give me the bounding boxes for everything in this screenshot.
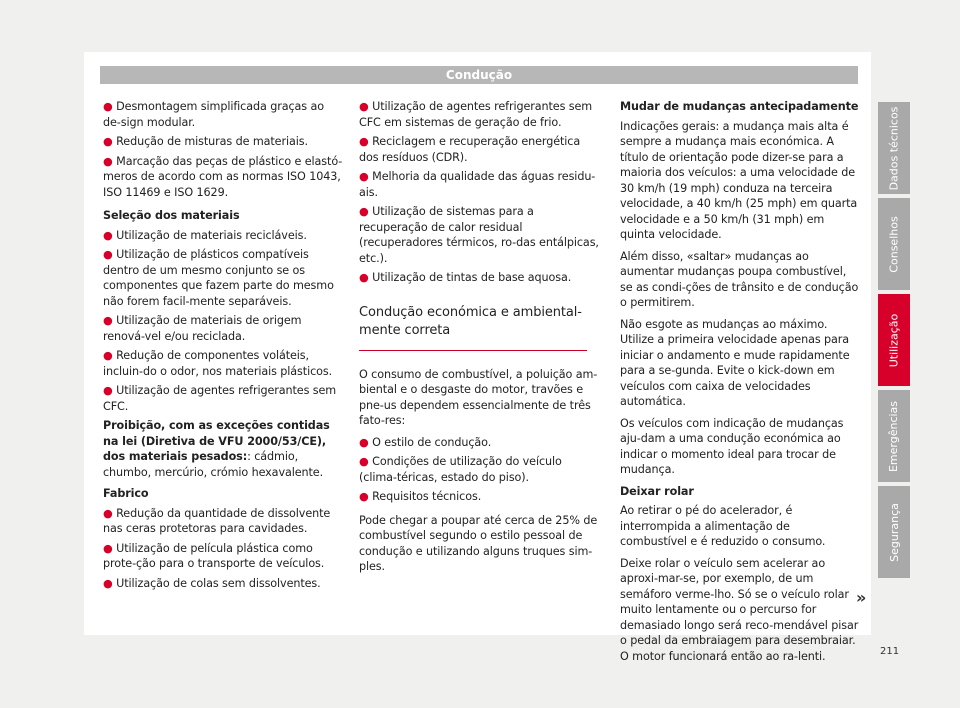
list-item: ● Utilização de materiais de origem renová-vel e/ou reciclada. <box>103 314 302 343</box>
list-item: ● Utilização de plásticos compatíveis dentro de um mesmo conjunto se os componentes que fazem parte do mesmo não forem facil-mente separáveis. <box>103 248 334 308</box>
bullet-icon: ● <box>359 170 369 183</box>
column-1 <box>103 99 343 595</box>
chapter-header: Condução <box>100 66 858 84</box>
bullet-icon: ● <box>359 490 369 503</box>
bullet-icon: ● <box>359 435 369 449</box>
list-item: ● Utilização de colas sem dissolventes. <box>103 576 321 590</box>
bullet-icon: ● <box>103 384 113 397</box>
column-3 <box>620 99 860 670</box>
subheading-deixar: Deixar rolar <box>620 484 694 498</box>
column-2 <box>359 99 599 581</box>
bullet-icon: ● <box>359 271 369 284</box>
bullet-icon: ● <box>359 100 369 113</box>
section-title: Condução económica e ambiental-mente correta <box>359 304 587 351</box>
subheading-fabrico: Fabrico <box>103 487 149 500</box>
bullet-icon: ● <box>359 455 369 468</box>
bullet-icon: ● <box>359 205 369 218</box>
list-item: ● Utilização de tintas de base aquosa. <box>359 271 572 284</box>
bullet-icon: ● <box>103 314 113 327</box>
bullet-icon: ● <box>103 248 113 261</box>
savings-paragraph: Pode chegar a poupar até cerca de 25% de combustível segundo o estilo pessoal de condução e utilizando alguns truques sim-ples. <box>359 513 598 573</box>
bullet-icon: ● <box>103 349 113 362</box>
list-item: ● Marcação das peças de plástico e elastó-meros de acordo com as normas ISO 1043, ISO 11469 e ISO 1629. <box>103 154 343 199</box>
bullet-icon: ● <box>103 135 113 148</box>
list-item: ● Redução de misturas de materiais. <box>103 135 308 148</box>
list-item: ● Redução da quantidade de dissolvente nas ceras protetoras para cavidades. <box>103 506 331 535</box>
bullet-icon: ● <box>103 576 113 590</box>
paragraph: Além disso, «saltar» mudanças ao aumentar mudanças poupa combustível, se as condi-ções de trânsito e de condução o permitirem. <box>620 249 859 309</box>
bullet-icon: ● <box>103 100 113 113</box>
subheading-selecao: Seleção dos materiais <box>103 209 240 222</box>
list-item: ● O estilo de condução. <box>359 435 492 449</box>
bullet-icon: ● <box>359 135 369 148</box>
list-item: ● Utilização de sistemas para a recuperação de calor residual (recuperadores térmicos, ro-das entálpicas, etc.). <box>359 205 599 265</box>
list-item: ● Condições de utilização do veículo (clima-téricas, estado do piso). <box>359 455 562 484</box>
tab-dados-tecnicos[interactable]: Dados técnicos <box>878 102 910 194</box>
paragraph: Indicações gerais: a mudança mais alta é sempre a mudança mais económica. A título de orientação pode dizer-se para a maioria dos veículos: a uma velocidade de 30 km/h (19 mph) conduza na terceira velocidade, a 40 km/h (25 mph) em quarta velocidade e a 50 km/h (31 mph) em quinta velocidade. <box>620 119 858 241</box>
list-item: ● Reciclagem e recuperação energética dos resíduos (CDR). <box>359 135 581 164</box>
list-item: ● Utilização de agentes refrigerantes sem CFC. <box>103 384 337 413</box>
page-number: 211 <box>880 646 900 657</box>
paragraph: Não esgote as mudanças ao máximo. Utilize a primeira velocidade apenas para iniciar o andamento e mude rapidamente para a se-gunda. Evite o kick-down em veículos com caixa de velocidades automática. <box>620 317 850 408</box>
bullet-icon: ● <box>103 228 113 242</box>
list-item: ● Utilização de materiais recicláveis. <box>103 228 307 242</box>
prohibition-paragraph: Proibição, com as exceções contidas na lei (Diretiva de VFU 2000/53/CE), dos materiais pesados:: cádmio, chumbo, mercúrio, crómio hexavalente. <box>103 419 330 479</box>
tab-conselhos[interactable]: Conselhos <box>878 198 910 290</box>
chapter-tabs <box>878 102 910 582</box>
subheading-mudar: Mudar de mudanças antecipadamente <box>620 100 859 113</box>
intro-paragraph: O consumo de combustível, a poluição am-biental e o desgaste do motor, travões e pne-us dependem essencialmente de três fato-res: <box>359 367 598 427</box>
paragraph: Ao retirar o pé do acelerador, é interrompida a alimentação de combustível e é reduzido o consumo. <box>620 504 826 548</box>
list-item: ● Requisitos técnicos. <box>359 490 482 503</box>
list-item: ● Redução de componentes voláteis, incluin-do o odor, nos materiais plásticos. <box>103 349 333 378</box>
tab-utilizacao[interactable]: Utilização <box>878 294 910 386</box>
continue-icon: » <box>856 588 867 607</box>
list-item: ● Utilização de agentes refrigerantes sem CFC em sistemas de geração de frio. <box>359 100 593 129</box>
list-item: ● Desmontagem simplificada graças ao de-sign modular. <box>103 100 324 129</box>
bullet-icon: ● <box>103 541 113 555</box>
tab-seguranca[interactable]: Segurança <box>878 486 910 578</box>
bullet-icon: ● <box>103 506 113 520</box>
paragraph: Os veículos com indicação de mudanças aju-dam a uma condução económica ao indicar o momento ideal para trocar de mudança. <box>620 416 844 476</box>
bullet-icon: ● <box>103 154 113 168</box>
paragraph: Deixe rolar o veículo sem acelerar ao aproxi-mar-se, por exemplo, de um semáforo verme-lho. Só se o veículo rolar muito lentamente ou o percurso for demasiado longo será reco-mendável pisar o pedal da embraiagem para desembraiar. O motor funcionará então ao ra-lenti. <box>620 556 859 663</box>
list-item: ● Utilização de película plástica como prote-ção para o transporte de veículos. <box>103 541 325 570</box>
tab-emergencias[interactable]: Emergências <box>878 390 910 482</box>
list-item: ● Melhoria da qualidade das águas residu-ais. <box>359 170 596 199</box>
